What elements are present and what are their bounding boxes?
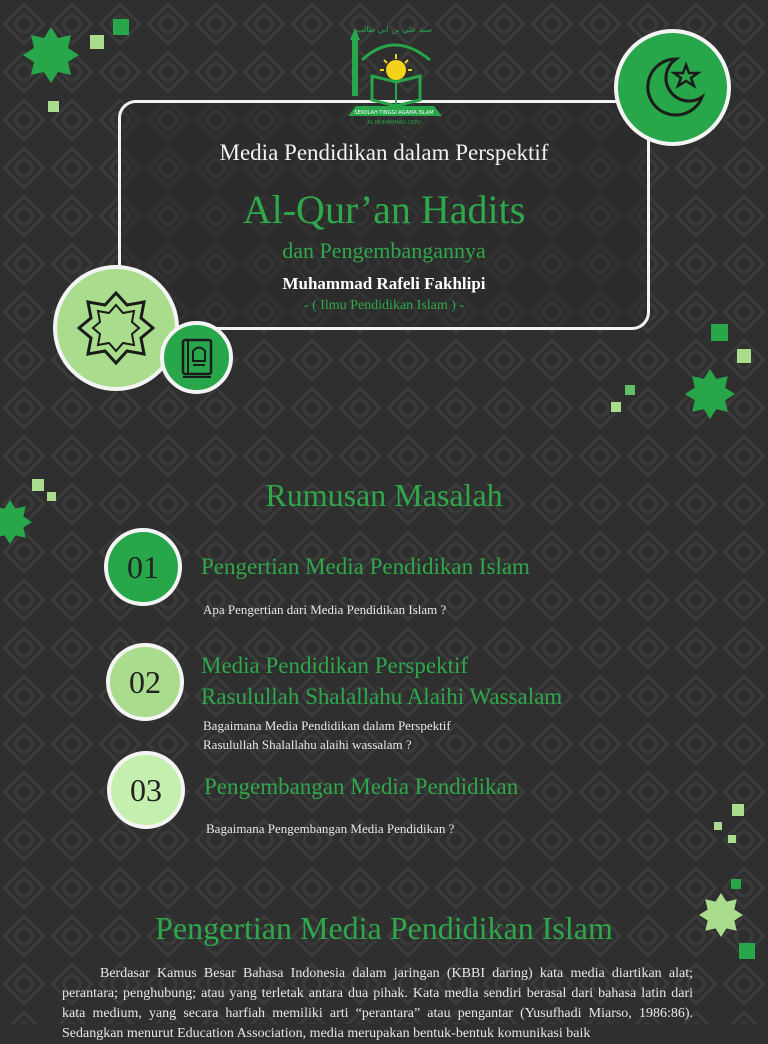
decor-square — [625, 385, 635, 395]
title-subtitle: Media Pendidikan dalam Perspektif — [219, 140, 549, 165]
decor-square — [113, 19, 129, 35]
main-title: Al-Qur’an Hadits — [242, 187, 526, 232]
quran-book-icon — [178, 337, 216, 379]
item-question — [206, 819, 454, 838]
item-question-line: Bagaimana Pengembangan Media Pendidikan ? — [206, 821, 455, 836]
item-question-line: Rasulullah Shalallahu alaihi wassalam ? — [203, 737, 412, 752]
logo-caption-2: AL MUHAMMAD CEPU — [367, 120, 421, 126]
moon-star-icon — [638, 53, 708, 123]
body-paragraph: Berdasar Kamus Besar Bahasa Indonesia dalam jaringan (KBBI daring) kata media diartikan alat; perantara; penghubung; atau yang terletak antara dua pihak. Kata media sendiri berasal dari bahasa latin dari kata medium, yang secara harfiah memiliki arti “perantara” atau pengantar (Yusufhadi Miarso, 1986:86). Sedangkan menurut Education Association, media merupakan bentuk-bentuk komunikasi baik — [62, 966, 693, 1041]
item-question — [203, 600, 446, 619]
study-program: - ( Ilmu Pendidikan Islam ) - — [303, 298, 465, 313]
item-number: 01 — [127, 548, 159, 585]
decor-square — [732, 804, 744, 816]
item-title-line: Pengertian Media Pendidikan Islam — [201, 554, 530, 579]
decor-square — [611, 402, 621, 412]
decor-square — [711, 324, 728, 341]
decor-square — [714, 822, 722, 830]
decor-star-top-left — [23, 27, 79, 83]
item-title — [204, 771, 518, 802]
logo-arabic-caption: سيد علي بن ابي طالب — [355, 25, 433, 34]
item-question — [203, 716, 451, 754]
author-name: Muhammad Rafeli Fakhlipi — [282, 274, 486, 293]
item-number-circle — [106, 643, 184, 721]
section-heading-pengertian: Pengertian Media Pendidikan Islam — [155, 910, 613, 946]
decor-star-right — [685, 369, 735, 419]
item-number-circle — [104, 528, 182, 606]
decor-square — [731, 879, 741, 889]
item-question-line: Bagaimana Media Pendidikan dalam Perspektif — [203, 718, 451, 733]
item-title-line: Rasulullah Shalallahu Alaihi Wassalam — [201, 684, 563, 709]
item-number-circle — [107, 751, 185, 829]
logo-caption-1: SEKOLAH TINGGI AGAMA ISLAM — [354, 110, 434, 116]
decor-square — [90, 35, 104, 49]
section-heading-rumusan: Rumusan Masalah — [265, 477, 503, 513]
decor-square — [737, 349, 751, 363]
decor-square — [48, 101, 59, 112]
institution-logo — [338, 20, 450, 128]
title-tagline: dan Pengembangannya — [282, 238, 486, 263]
moon-circle — [614, 29, 731, 146]
item-number: 02 — [129, 663, 161, 700]
item-title — [201, 650, 562, 712]
item-title — [201, 551, 530, 582]
item-number: 03 — [130, 771, 162, 808]
decor-square — [728, 835, 736, 843]
item-title-line: Media Pendidikan Perspektif — [201, 653, 469, 678]
item-title-line: Pengembangan Media Pendidikan — [204, 774, 519, 799]
book-circle — [160, 321, 233, 394]
item-question-line: Apa Pengertian dari Media Pendidikan Islam ? — [203, 602, 447, 617]
